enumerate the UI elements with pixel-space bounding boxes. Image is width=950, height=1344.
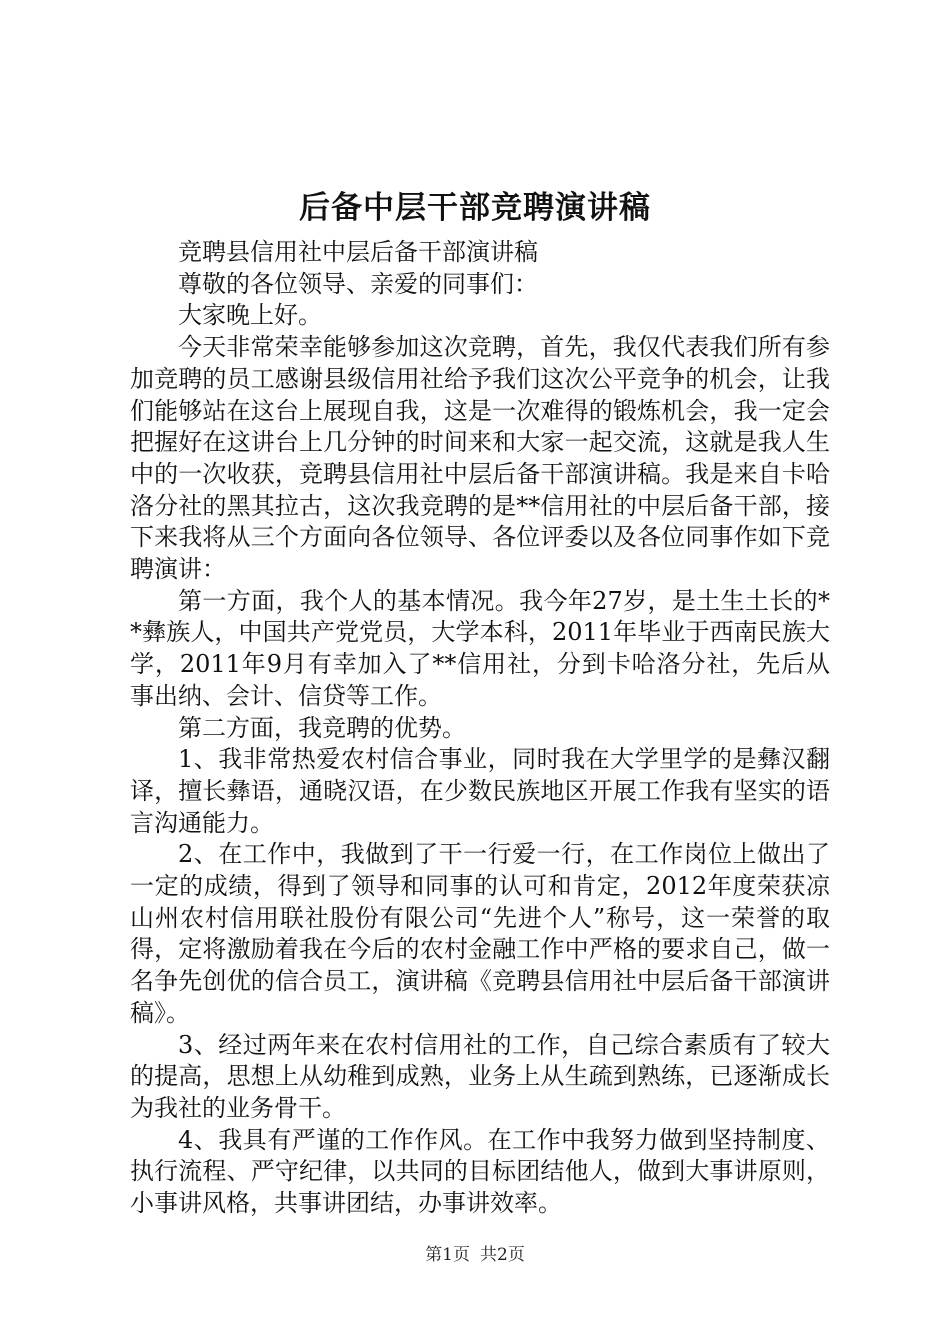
paragraph-section-1: 第一方面，我个人的基本情况。我今年27岁，是土生土长的**彝族人，中国共产党党员，大学本科，2011年毕业于西南民族大学，2011年9月有幸加入了**信用社，分到卡哈洛分社，先后从事出纳、会计、信贷等工作。: [130, 586, 830, 710]
paragraph-greeting: 大家晚上好。: [178, 301, 322, 330]
page-footer: [0, 1244, 950, 1266]
page-number: 第1页: [425, 1245, 470, 1265]
paragraph-point-2: 2、在工作中，我做到了干一行爱一行，在工作岗位上做出了一定的成绩，得到了领导和同事的认可和肯定，2012年度荣获凉山州农村信用联社股份有限公司“先进个人”称号，这一荣誉的取得，定将激励着我在今后的农村金融工作中严格的要求自己，做一名争先创优的信合员工，演讲稿《竞聘县信用社中层后备干部演讲稿》。: [130, 840, 830, 1027]
paragraph-salutation: 尊敬的各位领导、亲爱的同事们：: [178, 269, 538, 298]
page-total: 共2页: [480, 1245, 525, 1265]
paragraph-subtitle: 竞聘县信用社中层后备干部演讲稿: [178, 238, 538, 266]
paragraph-intro: 今天非常荣幸能够参加这次竞聘，首先，我仅代表我们所有参加竞聘的员工感谢县级信用社给予我们这次公平竞争的机会，让我们能够站在这台上展现自我，这是一次难得的锻炼机会，我一定会把握好在这讲台上几分钟的时间来和大家一起交流，这就是我人生中的一次收获，竞聘县信用社中层后备干部演讲稿。我是来自卡哈洛分社的黑其拉古，这次我竞聘的是**信用社的中层后备干部，接下来我将从三个方面向各位领导、各位评委以及各位同事作如下竞聘演讲：: [130, 333, 830, 584]
paragraph-point-4: 4、我具有严谨的工作作风。在工作中我努力做到坚持制度、执行流程、严守纪律，以共同的目标团结他人，做到大事讲原则，小事讲风格，共事讲团结，办事讲效率。: [130, 1125, 830, 1218]
paragraph-section-2-heading: 第二方面，我竞聘的优势。: [178, 713, 466, 742]
paragraph-point-3: 3、经过两年来在农村信用社的工作，自己综合素质有了较大的提高，思想上从幼稚到成熟，业务上从生疏到熟练，已逐渐成长为我社的业务骨干。: [130, 1030, 830, 1122]
document-title: 后备中层干部竞聘演讲稿: [299, 190, 651, 226]
paragraph-point-1: 1、我非常热爱农村信合事业，同时我在大学里学的是彝汉翻译，擅长彝语，通晓汉语，在少数民族地区开展工作我有坚实的语言沟通能力。: [130, 745, 830, 837]
document-body: [130, 237, 830, 1220]
